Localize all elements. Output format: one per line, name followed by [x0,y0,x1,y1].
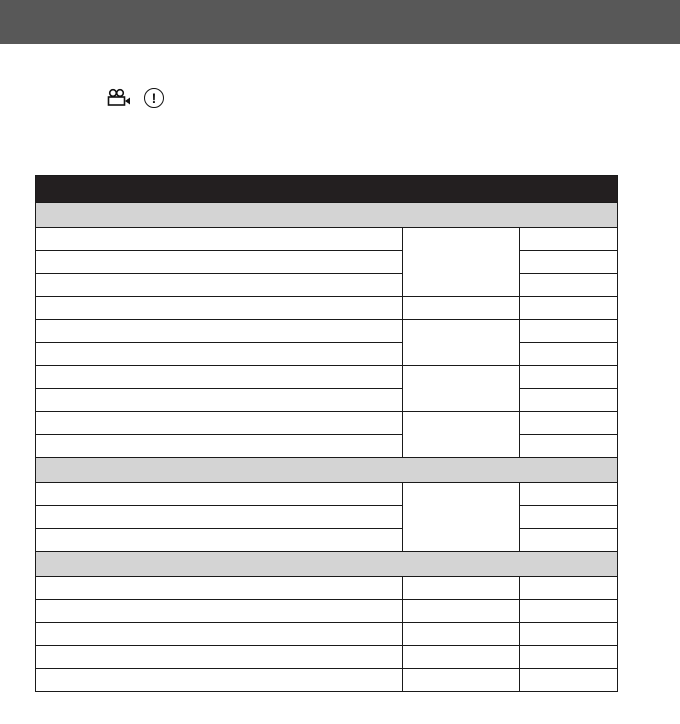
row-label [36,669,403,692]
table-row [36,251,618,274]
row-label [36,366,403,389]
row-value [520,343,618,366]
row-label [36,483,403,506]
row-value [520,506,618,529]
row-label [36,251,403,274]
table-row [36,366,618,389]
row-label [36,577,403,600]
row-value [403,297,520,320]
caution-glyph: ! [151,90,157,106]
row-label [36,228,403,251]
row-value [403,577,520,600]
row-value [520,228,618,251]
table-row [36,623,618,646]
row-value [520,320,618,343]
row-label [36,297,403,320]
row-value [520,366,618,389]
table-row [36,506,618,529]
row-value [520,577,618,600]
table-row [36,577,618,600]
section-header-1 [36,203,618,228]
row-value-merged [403,366,520,412]
row-label [36,343,403,366]
table-heading [36,176,618,203]
row-label [36,623,403,646]
section-title [36,203,618,228]
section-title [36,458,618,483]
table-row [36,529,618,552]
row-value-merged [403,412,520,458]
row-label [36,274,403,297]
section-header-2 [36,458,618,483]
header-title [0,14,16,30]
row-label [36,412,403,435]
row-label [36,646,403,669]
table-row [36,274,618,297]
row-value [403,600,520,623]
row-label [36,600,403,623]
row-value [520,646,618,669]
table-header-row [36,176,618,203]
table-row [36,297,618,320]
table-row [36,646,618,669]
section-header-3 [36,552,618,577]
row-value [520,600,618,623]
row-label [36,320,403,343]
row-value-merged [403,320,520,366]
row-label [36,389,403,412]
row-label [36,435,403,458]
table-row [36,483,618,506]
row-value [520,669,618,692]
row-value [520,389,618,412]
table-row [36,228,618,251]
row-value [403,669,520,692]
icon-row [107,86,164,110]
table-row [36,600,618,623]
table-row [36,669,618,692]
row-label [36,506,403,529]
table-row [36,389,618,412]
row-value [520,529,618,552]
row-value [520,483,618,506]
row-label [36,529,403,552]
table-row [36,320,618,343]
row-value [403,623,520,646]
movie-camera-icon [107,88,131,108]
table-row [36,435,618,458]
row-value [403,646,520,669]
row-value-merged [403,483,520,552]
row-value [520,623,618,646]
row-value [520,251,618,274]
row-value [520,274,618,297]
row-value [520,297,618,320]
row-value-merged [403,228,520,297]
top-header-bar [0,0,680,44]
row-value [520,435,618,458]
section-title [36,552,618,577]
table-row [36,412,618,435]
row-value [520,412,618,435]
table-row [36,343,618,366]
caution-icon [144,88,164,108]
spec-table [35,175,618,692]
